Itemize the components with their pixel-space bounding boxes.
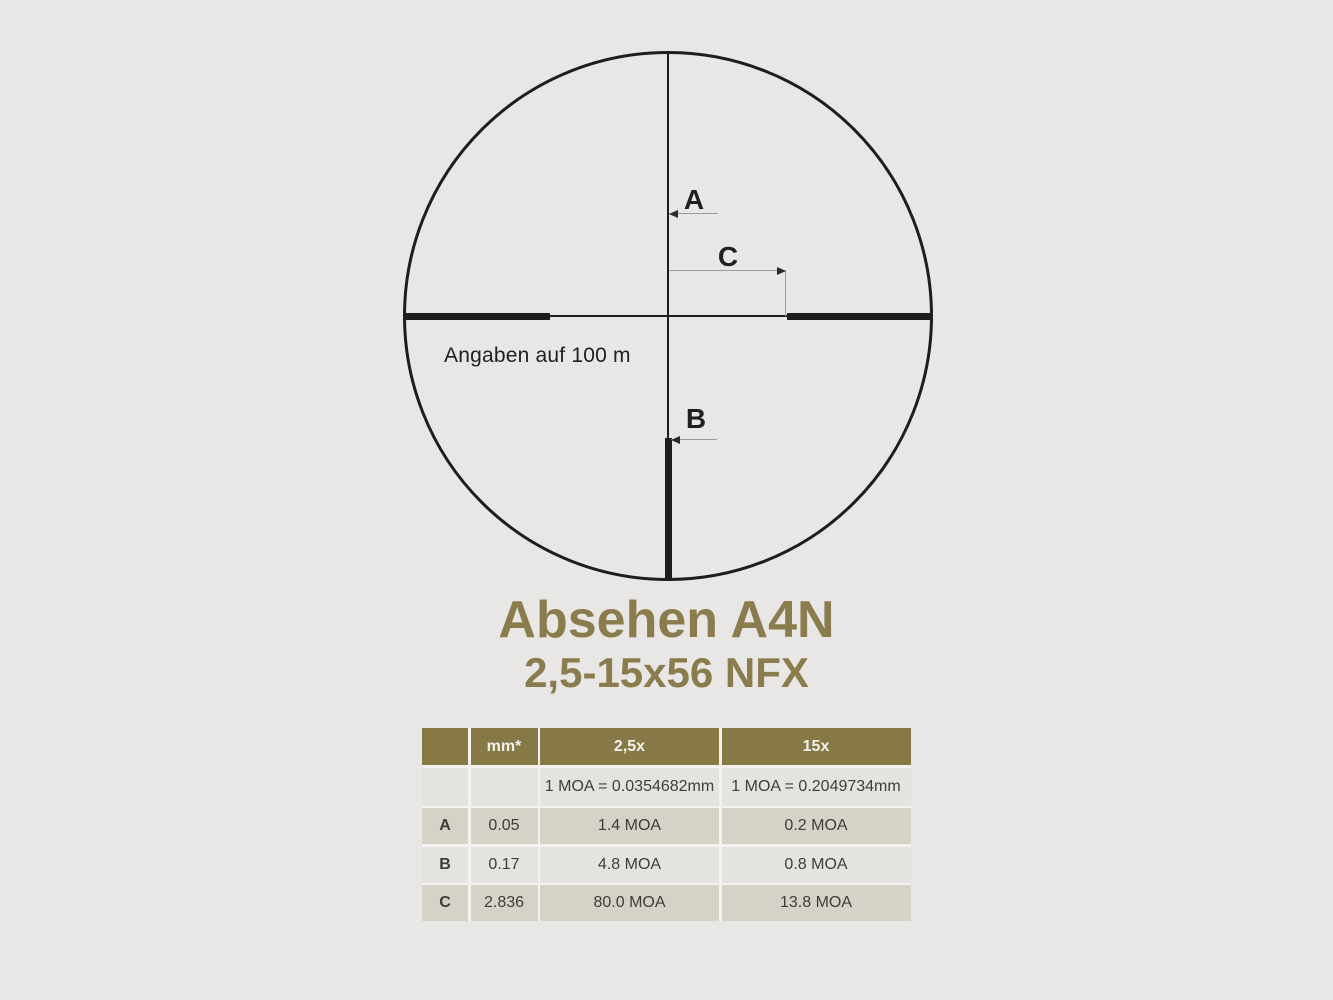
- table-header-15x: 15x: [722, 728, 911, 765]
- table-cell-moa-15x: 0.2 MOA: [722, 808, 911, 844]
- moa-conversion-2-5x: 1 MOA = 0.0354682mm: [540, 768, 719, 806]
- table-cell-mm: 2.836: [471, 885, 538, 921]
- crosshair-vertical-thin-line: [667, 54, 669, 438]
- reticle-title: Absehen A4N: [498, 591, 835, 649]
- spec-table: [422, 728, 911, 921]
- row-label: B: [422, 847, 468, 883]
- moa-conversion-15x: 1 MOA = 0.2049734mm: [722, 768, 911, 806]
- dimension-b-label: B: [685, 403, 707, 434]
- dimension-c-label: C: [717, 241, 739, 272]
- crosshair-bottom-post: [665, 438, 672, 578]
- crosshair-horizontal-thin-line: [550, 315, 787, 317]
- range-note: Angaben auf 100 m: [444, 344, 631, 367]
- table-cell-mm: 0.05: [471, 808, 538, 844]
- crosshair-left-bar: [406, 313, 550, 320]
- scope-model-subtitle: 2,5-15x56 NFX: [524, 649, 809, 696]
- table-header-mm: mm*: [471, 728, 538, 765]
- table-cell-empty: [471, 768, 538, 806]
- dimension-c-extension-line: [785, 270, 786, 316]
- table-cell-mm: 0.17: [471, 847, 538, 883]
- table-header-empty: [422, 728, 468, 765]
- row-label: C: [422, 885, 468, 921]
- dimension-c-arrow-icon: [777, 267, 786, 275]
- crosshair-right-bar: [787, 313, 930, 320]
- table-cell-moa-2-5x: 1.4 MOA: [540, 808, 719, 844]
- table-cell-moa-2-5x: 4.8 MOA: [540, 847, 719, 883]
- dimension-b-arrow-icon: [671, 436, 680, 444]
- dimension-a-label: A: [683, 184, 705, 215]
- row-label: A: [422, 808, 468, 844]
- table-cell-moa-15x: 0.8 MOA: [722, 847, 911, 883]
- table-cell-moa-2-5x: 80.0 MOA: [540, 885, 719, 921]
- table-cell-empty: [422, 768, 468, 806]
- table-cell-moa-15x: 13.8 MOA: [722, 885, 911, 921]
- table-header-2-5x: 2,5x: [540, 728, 719, 765]
